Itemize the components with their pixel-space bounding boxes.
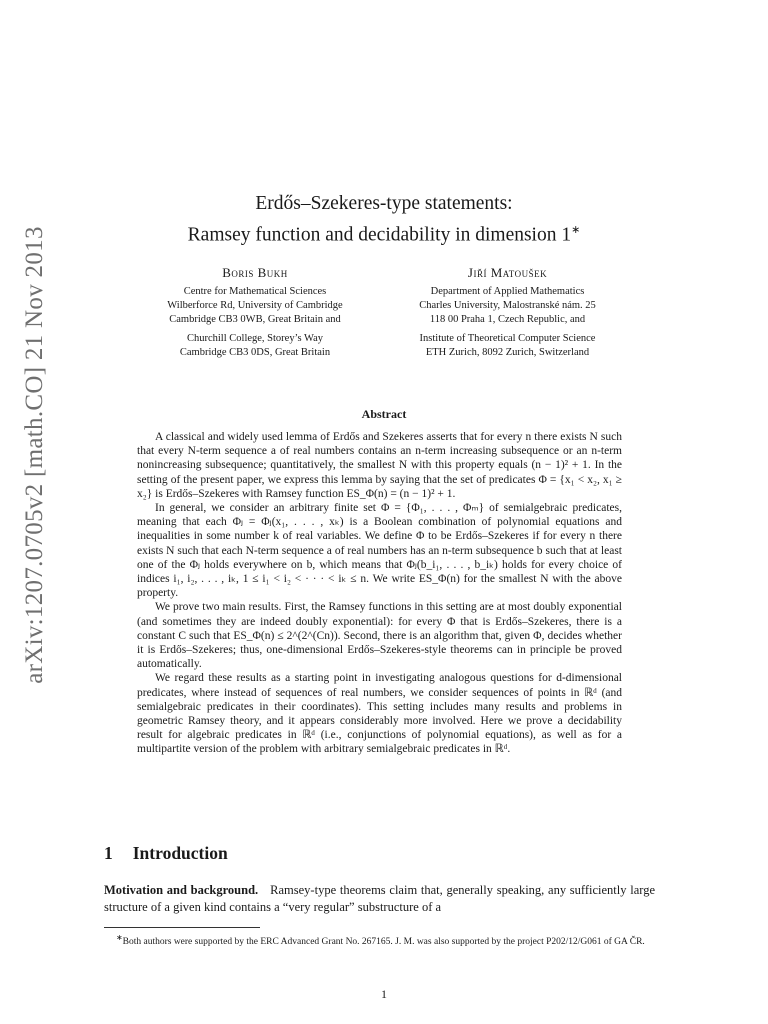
title-line-1: Erdős–Szekeres-type statements: — [255, 193, 513, 214]
footnote-mark: ∗ — [116, 933, 123, 942]
author-block-bukh — [140, 266, 370, 360]
paragraph-lead: Motivation and background. — [104, 883, 259, 897]
abstract-paragraph: In general, we consider an arbitrary finite set Φ = {Φ₁, . . . , Φₘ} of semialgebraic predicates, meaning that each Φⱼ = Φⱼ(x₁, . . . , xₖ) is a Boolean combination of polynomial equations and inequalities in some number k of real variables. We define Φ to be Erdős–Szekeres if for every n there exists N such that each N-term sequence a of real numbers has an n-term subsequence b such that at least one of the Φⱼ holds everywhere on b, which means that Φⱼ(b_i₁, . . . , b_iₖ) holds for every choice of indices i₁, i₂, . . . , iₖ, 1 ≤ i₁ < i₂ < · · · < iₖ ≤ n. We write ES_Φ(n) for the smallest N with the above property. — [137, 502, 622, 600]
affiliation-line: Institute of Theoretical Computer Science — [419, 333, 596, 344]
title-footnote-mark: ∗ — [571, 224, 581, 236]
footnote-text: Both authors were supported by the ERC Advanced Grant No. 267165. J. M. was also supported by the project P202/12/G061 of GA ČR. — [122, 937, 645, 948]
affiliation-line: Wilberforce Rd, University of Cambridge — [167, 300, 343, 311]
affiliation-line: ETH Zurich, 8092 Zurich, Switzerland — [425, 347, 590, 358]
paragraph-text: Ramsey-type theorems claim that, generally speaking, any sufficiently large structure of a given kind contains a “very regular” substructure of a — [104, 883, 655, 914]
affiliation-line: Cambridge CB3 0DS, Great Britain — [179, 347, 331, 358]
affiliation-line: Centre for Mathematical Sciences — [183, 286, 327, 297]
affiliation-line: Cambridge CB3 0WB, Great Britain and — [169, 314, 341, 325]
footnote-rule — [104, 927, 260, 928]
section-title: Introduction — [132, 843, 228, 863]
title-line-2 — [0, 217, 768, 249]
section-heading — [104, 843, 228, 864]
title-line-2-text: Ramsey function and decidability in dimension 1 — [187, 224, 572, 246]
footnote — [104, 931, 655, 949]
author-name: Jiří Matoušek — [467, 265, 548, 280]
abstract-body — [137, 430, 622, 757]
affiliation-line: 118 00 Praha 1, Czech Republic, and — [429, 314, 586, 325]
affiliation-line: Churchill College, Storey’s Way — [186, 333, 324, 344]
abstract-heading: Abstract — [361, 407, 407, 421]
section-number: 1 — [104, 843, 113, 863]
page-number: 1 — [381, 987, 387, 1001]
arxiv-identifier: arXiv:1207.0705v2 [math.CO] 21 Nov 2013 — [21, 226, 48, 684]
abstract-paragraph: We prove two main results. First, the Ramsey functions in this setting are at most doubly exponential (and sometimes they are indeed doubly exponential): for every Φ that is Erdős–Szekeres, there is a constant C such that ES_Φ(n) ≤ 2^(2^(Cn)). Second, there is an algorithm that, given Φ, decides whether it is Erdős–Szekeres; thus, one-dimensional Erdős–Szekeres-style theorems can in principle be proved automatically. — [137, 601, 622, 671]
abstract-paragraph: We regard these results as a starting point in investigating analogous questions for d-dimensional predicates, where instead of sequences of real numbers, we consider sequences of points in ℝᵈ (and semialgebraic predicates in their coordinates). This setting includes many results and problems in geometric Ramsey theory, and it appears considerably more involved. Here we prove a decidability result for algebraic predicates in ℝᵈ (i.e., conjunctions of polynomial equations), as well as for a multipartite version of the problem with arbitrary semialgebraic predicates in ℝᵈ. — [137, 672, 622, 756]
author-name: Boris Bukh — [222, 265, 288, 280]
affiliation-line: Charles University, Malostranské nám. 25 — [419, 300, 596, 311]
paper-title — [0, 190, 768, 249]
affiliation-line: Department of Applied Mathematics — [430, 286, 585, 297]
abstract-paragraph: A classical and widely used lemma of Erdős and Szekeres asserts that for every n there exists N such that every N-term sequence a of real numbers contains an n-term increasing subsequence or an n-term nonincreasing subsequence; quantitatively, the smallest N with this property equals (n − 1)² + 1. In the setting of the present paper, we express this lemma by saying that the set of predicates Φ = {x₁ < x₂, x₁ ≥ x₂} is Erdős–Szekeres with Ramsey function ES_Φ(n) = (n − 1)² + 1. — [137, 431, 622, 500]
intro-paragraph — [104, 882, 655, 916]
author-block-matousek — [385, 266, 630, 360]
